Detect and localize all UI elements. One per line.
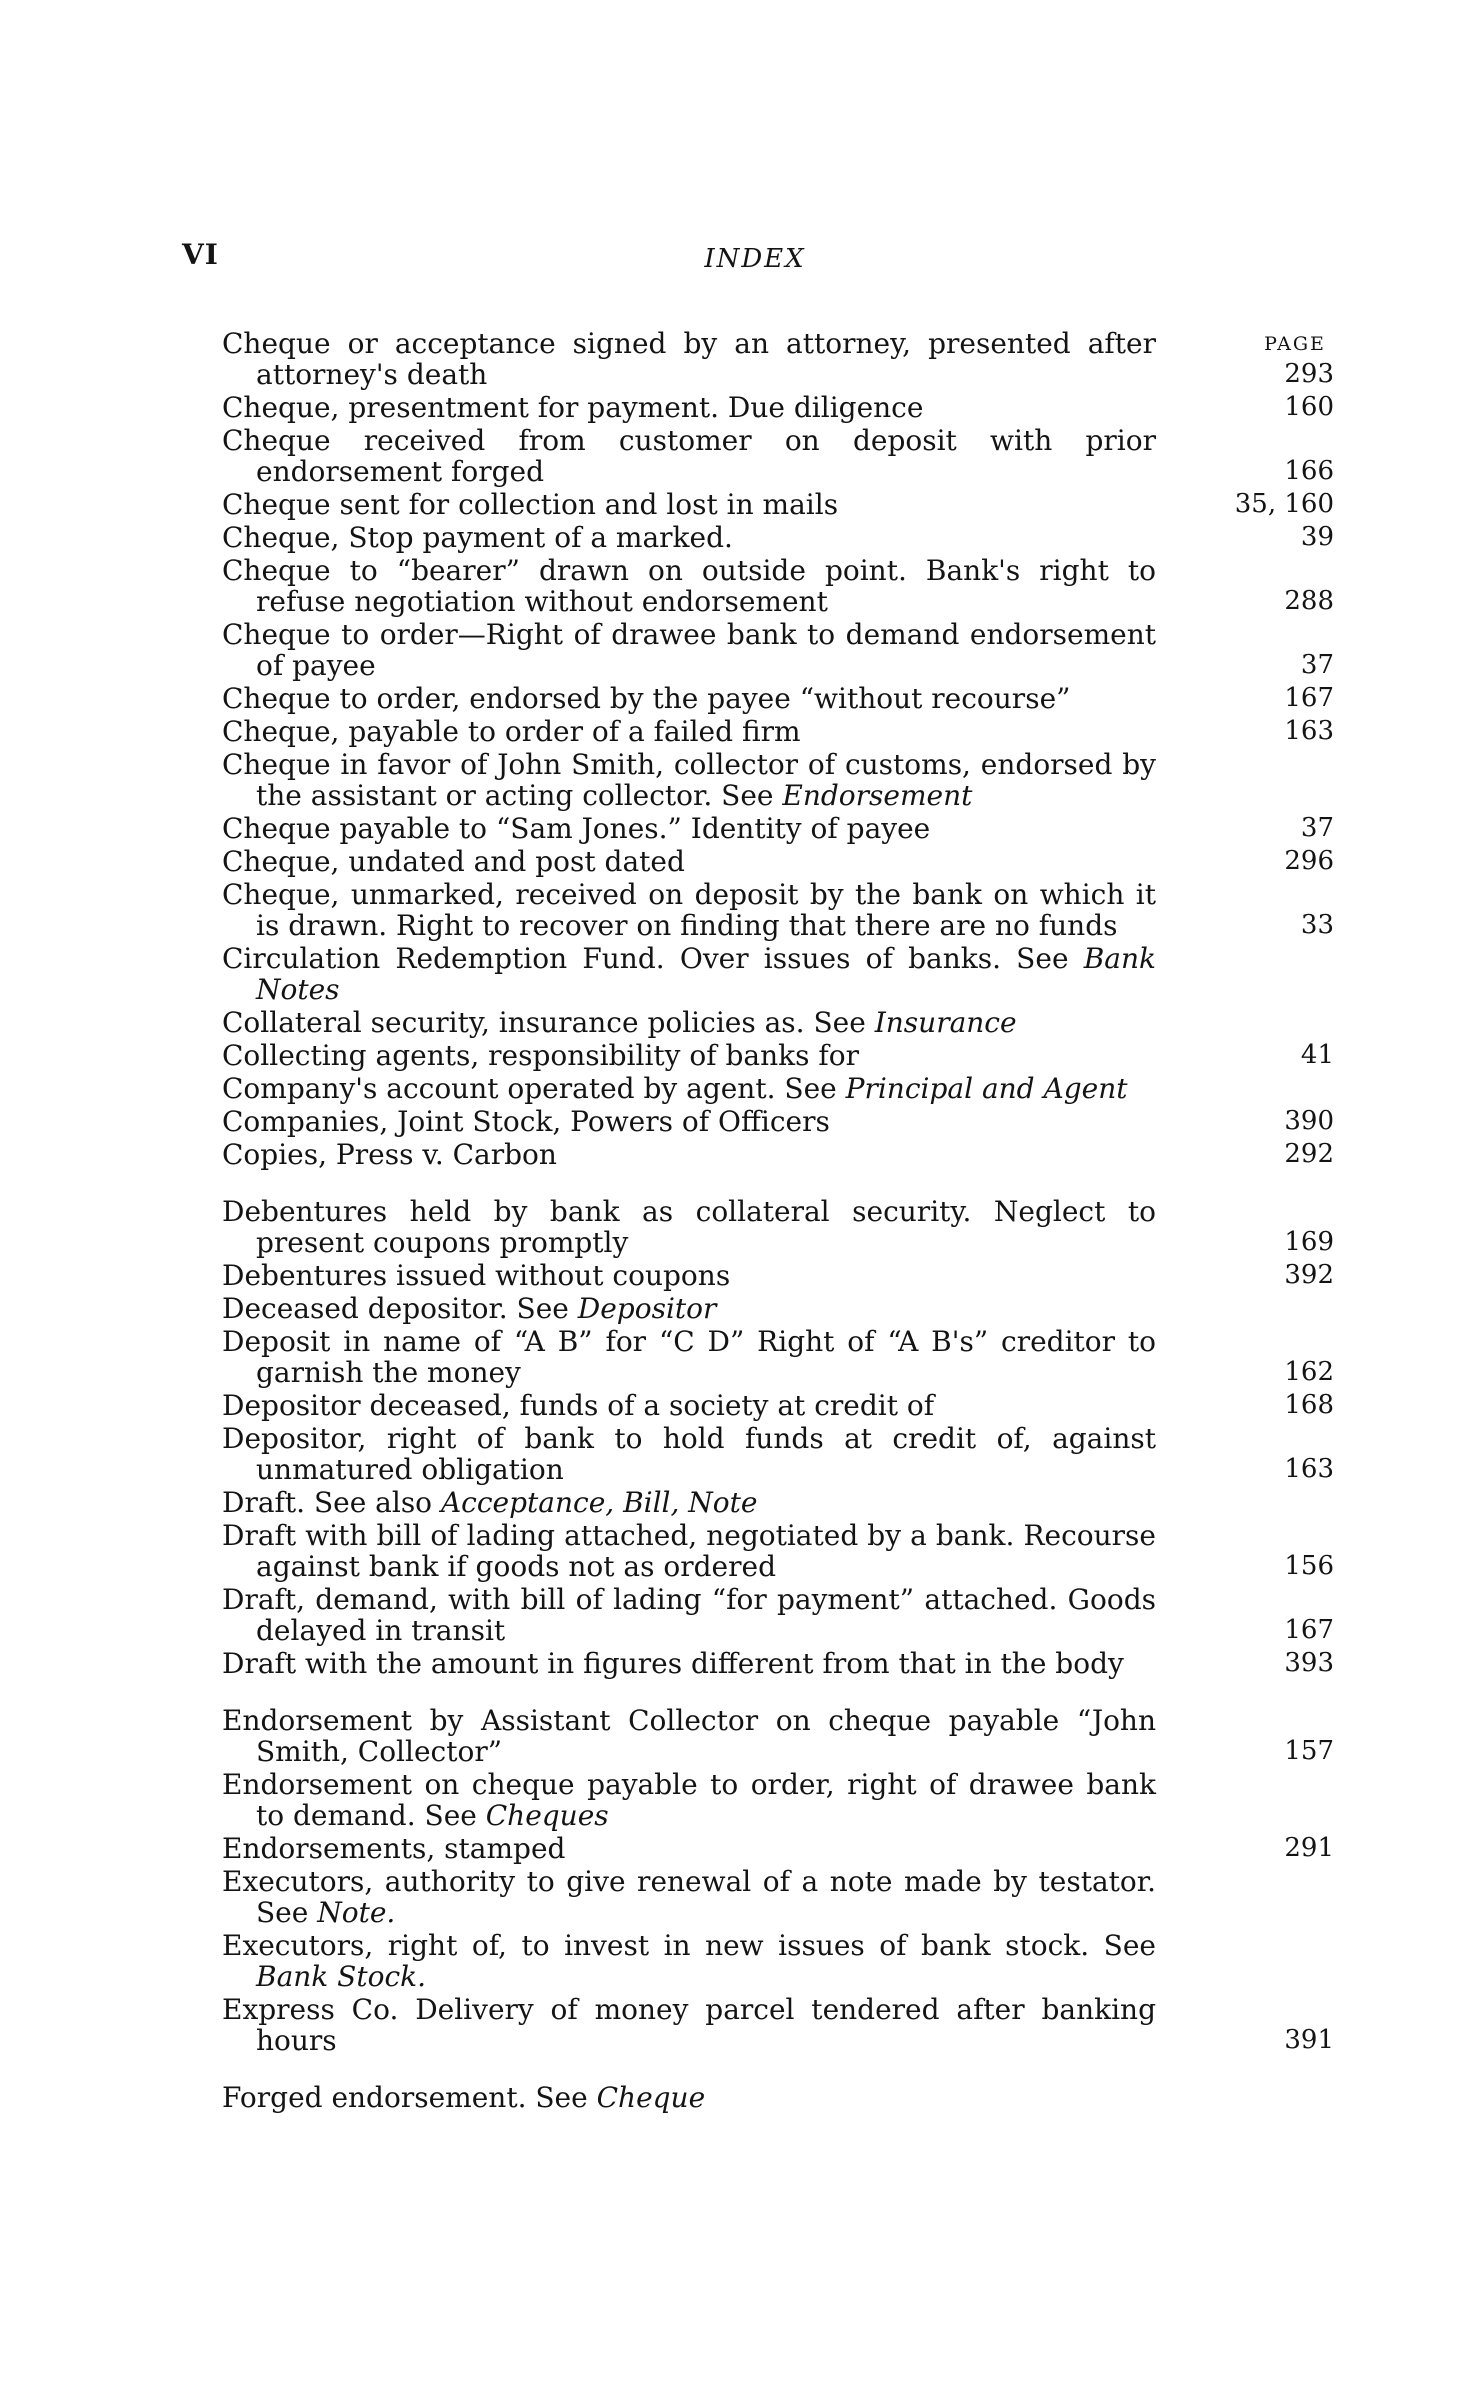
index-entry (222, 1648, 1342, 1679)
page-reference: 166 (1284, 456, 1334, 486)
index-entry (222, 749, 1342, 811)
index-entry-text (222, 716, 1156, 747)
index-entry-text (222, 1833, 1156, 1864)
page-reference: 157 (1284, 1736, 1334, 1766)
index-entry (222, 619, 1342, 681)
index-entry (222, 1196, 1342, 1258)
index-entry-text (222, 1994, 1156, 2056)
entry-heading: Debentures issued without coupons (222, 1259, 731, 1292)
entry-heading: Forged endorsement. See (222, 2081, 588, 2114)
index-entry-text (222, 1584, 1156, 1646)
entry-heading: Depositor, right of bank to hold funds at credit of, against unmatured obligation (222, 1422, 1156, 1486)
index-entry (222, 1390, 1342, 1421)
page-number: VI (182, 238, 219, 271)
cross-reference: Endorsement (782, 779, 973, 812)
index-entry-text (222, 943, 1156, 1005)
cross-reference: Bank Notes (256, 942, 1156, 1006)
entry-heading: Draft, demand, with bill of lading “for payment” attached. Goods delayed in transit (222, 1583, 1156, 1647)
index-entry (222, 879, 1342, 941)
cross-reference: Note. (317, 1896, 396, 1929)
cross-reference: Acceptance, Bill, Note (440, 1486, 758, 1519)
index-entry-text (222, 1930, 1156, 1992)
entry-heading: Cheque or acceptance signed by an attorney, presented after attorney's death (222, 327, 1156, 391)
entry-heading: Draft. See also (222, 1486, 433, 1519)
page-reference: 37 (1300, 813, 1334, 843)
index-entry-text (222, 555, 1156, 617)
entry-heading: Cheque, presentment for payment. Due diligence (222, 391, 924, 424)
index-entry-text (222, 1423, 1156, 1485)
index-entry (222, 1040, 1342, 1071)
index-entry (222, 1260, 1342, 1291)
cross-reference: Cheques (485, 1799, 609, 1832)
index-entry-text (222, 813, 1156, 844)
index-entry (222, 392, 1342, 423)
page-reference: 39 (1300, 522, 1334, 552)
index-entry (222, 328, 1342, 390)
index-entry-text (222, 749, 1156, 811)
entry-heading: Cheque to “bearer” drawn on outside point. Bank's right to refuse negotiation without endorsement (222, 554, 1156, 618)
index-entry-text (222, 1106, 1156, 1137)
entry-heading: Executors, right of, to invest in new issues of bank stock. See (222, 1929, 1156, 1962)
index-entry-text (222, 1196, 1156, 1258)
index-entry-text (222, 619, 1156, 681)
index-entry (222, 2082, 1342, 2113)
entry-heading: Cheque in favor of John Smith, collector of customs, endorsed by the assistant or acting collector. See (222, 748, 1156, 812)
index-entry-text (222, 2082, 1156, 2113)
entry-heading: Draft with the amount in figures different from that in the body (222, 1647, 1124, 1680)
page-reference: 33 (1300, 910, 1334, 940)
page-reference: 296 (1284, 846, 1334, 876)
index-entry (222, 1293, 1342, 1324)
entry-heading: Debentures held by bank as collateral security. Neglect to present coupons promptly (222, 1195, 1156, 1259)
entry-heading: Collecting agents, responsibility of banks for (222, 1039, 859, 1072)
index-entry-text (222, 1260, 1156, 1291)
index-entry-text (222, 328, 1156, 390)
index-entry-text (222, 1705, 1156, 1767)
index-entry (222, 1423, 1342, 1485)
index-entry-text (222, 1073, 1156, 1104)
index-entry (222, 1833, 1342, 1864)
page-reference: 167 (1284, 683, 1334, 713)
page-reference: 162 (1284, 1357, 1334, 1387)
entry-heading: Circulation Redemption Fund. Over issues of banks. See (222, 942, 1069, 975)
index-entry (222, 1584, 1342, 1646)
page-reference: 163 (1284, 1454, 1334, 1484)
index-entry (222, 1866, 1342, 1928)
index-entry (222, 1139, 1342, 1170)
entry-heading: Collateral security, insurance policies as. See (222, 1006, 866, 1039)
index-entry (222, 489, 1342, 520)
index-entry-text (222, 1487, 1156, 1518)
index-entry (222, 1326, 1342, 1388)
index-entry-text (222, 1866, 1156, 1928)
index-entry-text (222, 489, 1156, 520)
index-entry (222, 1007, 1342, 1038)
index-group (222, 328, 1342, 1170)
entry-heading: Cheque sent for collection and lost in mails (222, 488, 839, 521)
index-entry (222, 1487, 1342, 1518)
cross-reference: Insurance (874, 1006, 1017, 1039)
cross-reference: Depositor (577, 1292, 717, 1325)
page-reference: 37 (1300, 650, 1334, 680)
index-entry-text (222, 846, 1156, 877)
index-entry-text (222, 1293, 1156, 1324)
index-entry-text (222, 1520, 1156, 1582)
entry-heading: Company's account operated by agent. See (222, 1072, 837, 1105)
entry-heading: Cheque received from customer on deposit with prior endorsement forged (222, 424, 1156, 488)
index-entry-text (222, 1040, 1156, 1071)
index-entry-text (222, 522, 1156, 553)
index-entry (222, 1073, 1342, 1104)
index-group (222, 1705, 1342, 2056)
entry-heading: Deceased depositor. See (222, 1292, 569, 1325)
entry-heading: Endorsement on cheque payable to order, right of drawee bank to demand. See (222, 1768, 1156, 1832)
index-entry-text (222, 683, 1156, 714)
index-entry (222, 1705, 1342, 1767)
entry-heading: Companies, Joint Stock, Powers of Officers (222, 1105, 830, 1138)
page-reference: 390 (1284, 1106, 1334, 1136)
index-entry-text (222, 392, 1156, 423)
index-entry-text (222, 879, 1156, 941)
index-entry (222, 683, 1342, 714)
index-entry (222, 522, 1342, 553)
index-entry (222, 943, 1342, 1005)
index-entry (222, 1994, 1342, 2056)
cross-reference: Principal and Agent (845, 1072, 1128, 1105)
entry-heading: Depositor deceased, funds of a society at credit of (222, 1389, 935, 1422)
entry-heading: Copies, Press v. Carbon (222, 1138, 557, 1171)
index-entry-text (222, 1648, 1156, 1679)
page-reference: 41 (1300, 1040, 1334, 1070)
page-column-heading: PAGE (1264, 333, 1326, 355)
entry-heading: Executors, authority to give renewal of a note made by testator. See (222, 1865, 1156, 1929)
page-reference: 393 (1284, 1648, 1334, 1678)
index-entry (222, 425, 1342, 487)
page-reference: 392 (1284, 1260, 1334, 1290)
index-entry (222, 555, 1342, 617)
index-entry (222, 1520, 1342, 1582)
index-group (222, 1196, 1342, 1679)
entry-heading: Cheque, unmarked, received on deposit by the bank on which it is drawn. Right to recover on finding that there are no funds (222, 878, 1156, 942)
entry-heading: Cheque to order—Right of drawee bank to demand endorsement of payee (222, 618, 1156, 682)
page-reference: 167 (1284, 1615, 1334, 1645)
page-reference: 292 (1284, 1139, 1334, 1169)
entry-heading: Deposit in name of “A B” for “C D” Right of “A B's” creditor to garnish the money (222, 1325, 1156, 1389)
page-reference: 391 (1284, 2025, 1334, 2055)
cross-reference: Bank Stock. (256, 1960, 427, 1993)
entry-heading: Cheque payable to “Sam Jones.” Identity of payee (222, 812, 931, 845)
index-entry-text (222, 1390, 1156, 1421)
page-reference: 288 (1284, 586, 1334, 616)
index-entry-text (222, 1007, 1156, 1038)
page-reference: 169 (1284, 1227, 1334, 1257)
entry-heading: Cheque, Stop payment of a marked. (222, 521, 733, 554)
index-entry (222, 813, 1342, 844)
entry-heading: Cheque, payable to order of a failed firm (222, 715, 801, 748)
page-reference: 168 (1284, 1390, 1334, 1420)
entry-heading: Endorsement by Assistant Collector on cheque payable “John Smith, Collector” (222, 1704, 1156, 1768)
index-entries (222, 328, 1342, 2139)
page-reference: 293 (1284, 359, 1334, 389)
page-title: INDEX (704, 244, 806, 274)
entry-heading: Endorsements, stamped (222, 1832, 566, 1865)
index-group (222, 2082, 1342, 2113)
page-reference: 35, 160 (1234, 489, 1334, 519)
page-reference: 291 (1284, 1833, 1334, 1863)
index-entry-text (222, 1326, 1156, 1388)
entry-heading: Draft with bill of lading attached, negotiated by a bank. Recourse against bank if goods not as ordered (222, 1519, 1156, 1583)
index-entry-text (222, 425, 1156, 487)
index-entry (222, 1769, 1342, 1831)
index-entry (222, 716, 1342, 747)
cross-reference: Cheque (596, 2081, 706, 2114)
entry-heading: Cheque to order, endorsed by the payee “without recourse” (222, 682, 1071, 715)
index-entry (222, 846, 1342, 877)
index-entry-text (222, 1769, 1156, 1831)
index-entry (222, 1930, 1342, 1992)
index-entry-text (222, 1139, 1156, 1170)
page-reference: 160 (1284, 392, 1334, 422)
page-reference: 156 (1284, 1551, 1334, 1581)
page-reference: 163 (1284, 716, 1334, 746)
entry-heading: Cheque, undated and post dated (222, 845, 685, 878)
index-entry (222, 1106, 1342, 1137)
entry-heading: Express Co. Delivery of money parcel tendered after banking hours (222, 1993, 1156, 2057)
